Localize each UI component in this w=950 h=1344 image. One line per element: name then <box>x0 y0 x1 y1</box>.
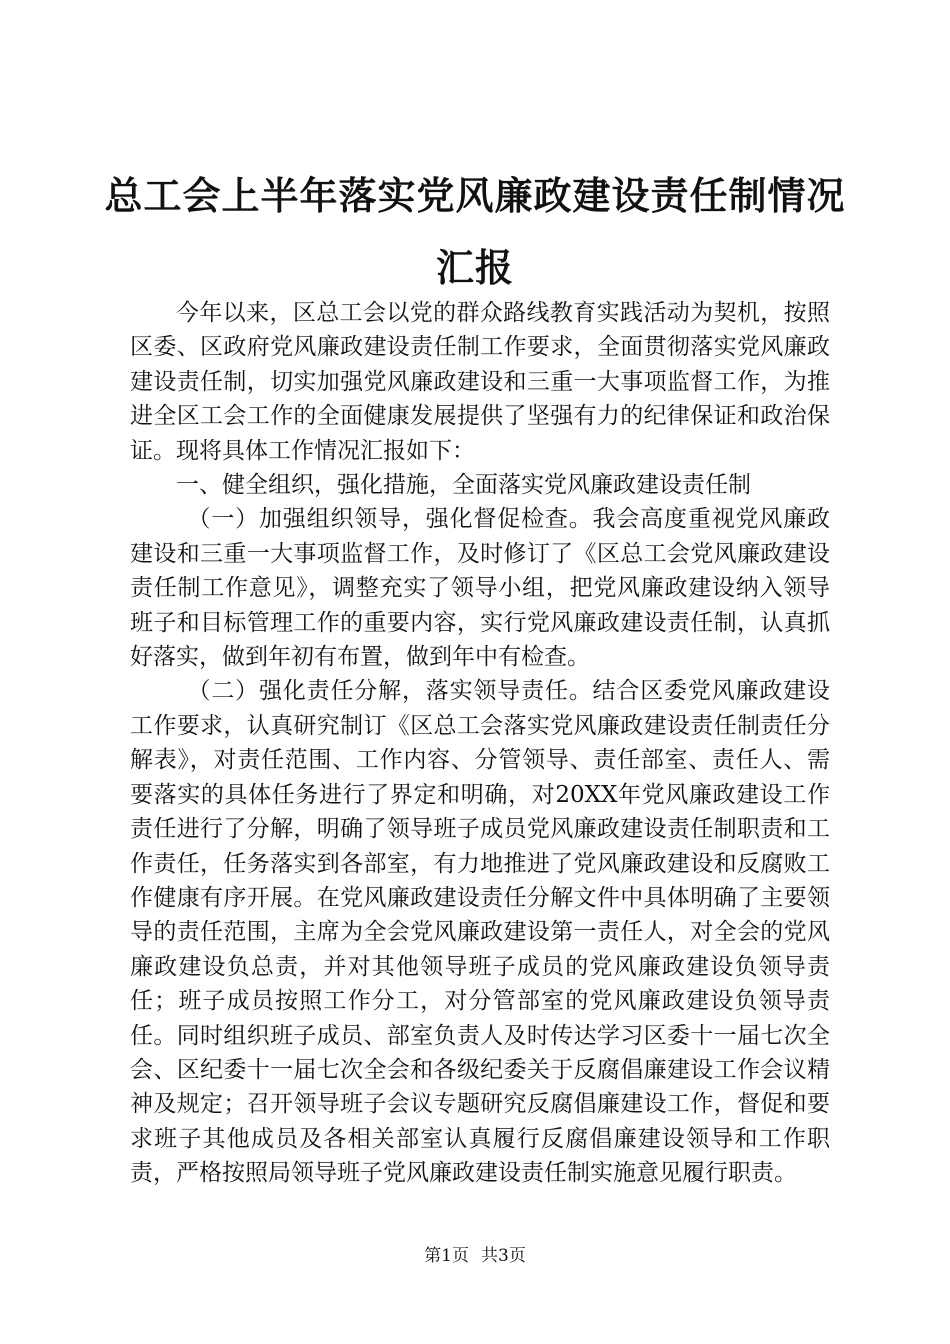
page-total: 共3页 <box>481 1246 526 1266</box>
page-number: 第1页 <box>424 1246 469 1266</box>
section-heading: 一、健全组织，强化措施，全面落实党风廉政建设责任制 <box>176 472 751 499</box>
intro-paragraph: 今年以来，区总工会以党的群众路线教育实践活动为契机，按照区委、区政府党风廉政建设责任制工作要求，全面贯彻落实党风廉政建设责任制，切实加强党风廉政建设和三重一大事项监督工作，为推进全区工会工作的全面健康发展提供了坚强有力的纪律保证和政治保证。现将具体工作情况汇报如下： <box>130 300 830 464</box>
document-body <box>130 296 830 1191</box>
page-footer <box>0 1244 950 1268</box>
document-title: 总工会上半年落实党风廉政建设责任制情况汇报 <box>104 173 846 290</box>
subsection-paragraph-2: （二）强化责任分解，落实领导责任。结合区委党风廉政建设工作要求，认真研究制订《区总工会落实党风廉政建设责任制责任分解表》，对责任范围、工作内容、分管领导、责任部室、责任人、需要落实的具体任务进行了界定和明确，对20XX年党风廉政建设工作责任进行了分解，明确了领导班子成员党风廉政建设责任制职责和工作责任，任务落实到各部室，有力地推进了党风廉政建设和反腐败工作健康有序开展。在党风廉政建设责任分解文件中具体明确了主要领导的责任范围，主席为全会党风廉政建设第一责任人，对全会的党风廉政建设负总责，并对其他领导班子成员的党风廉政建设负领导责任；班子成员按照工作分工，对分管部室的党风廉政建设负领导责任。同时组织班子成员、部室负责人及时传达学习区委十一届七次全会、区纪委十一届七次全会和各级纪委关于反腐倡廉建设工作会议精神及规定；召开领导班子会议专题研究反腐倡廉建设工作，督促和要求班子其他成员及各相关部室认真履行反腐倡廉建设领导和工作职责，严格按照局领导班子党风廉政建设责任制实施意见履行职责。 <box>130 678 830 1187</box>
subsection-paragraph-1: （一）加强组织领导，强化督促检查。我会高度重视党风廉政建设和三重一大事项监督工作，及时修订了《区总工会党风廉政建设责任制工作意见》，调整充实了领导小组，把党风廉政建设纳入领导班子和目标管理工作的重要内容，实行党风廉政建设责任制，认真抓好落实，做到年初有布置，做到年中有检查。 <box>130 506 830 671</box>
